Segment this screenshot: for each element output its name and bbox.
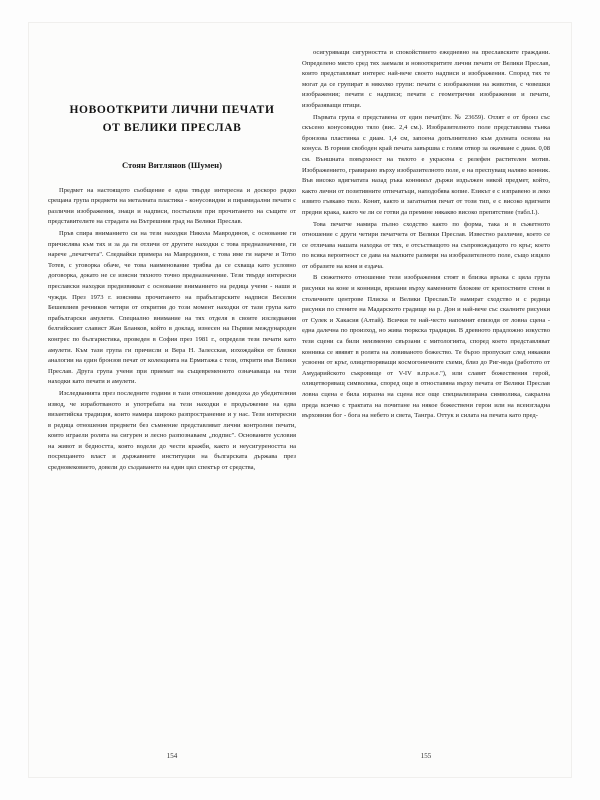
paragraph: осигуряващи сигурността и спокойствието ежедневно на преславските граждани. Определено място сред тях заемали и новооткритите лични печати от Велики Преслав, които представляват интерес най-вече своето надписи и изображения. Според тях те могат да се групират в няколко групи: печати с изображения на животни, с човешки изображения; печати с надписи; печати с геометрични изображения и печати, изобразяващи птици. <box>302 49 550 109</box>
paragraph: В сюжетното отношение тези изображения стоят в близка връзка с цяла група рисунки на коне и конници, врязани върху каменните блокове от крепостните стени в столичните центрове Плиска и Велики Преслав.Те намират сходство и с редица рисунки по стените на Мадарското градище на р. Дон и най-вече със скалните рисунки от Сулек и Хакасия (Алтай). Всички те най-често напомнят епизоди от ловна сцена - една далечна по произход, но жива тюркска традиция. В древното прадложно изкуство тези сцени са били неизменно свързани с митологията, според което представляват конника се явявят в ролята на ловиваното божество. Те бързо пропускат след някакви усвоени от кръг, олицетворяващи космогоничните схеми, близ до Риг-веда (работото от Амударийското съкровище от V-IV в.пр.н.е."), или славят божествения герой, олицетворяващ символика, според още в отноставяна върху печата от Велики Преслав ловна сцена е била изразна на сцена все още специализирана символика, сакрална преда всичко с трактата на почитане на някое божествени герои или на всеизгладна върховния бог - бога на небето и света, Тангра. Оттук и силата на печата като пред- <box>302 274 550 420</box>
author-byline: Стоян Витлянов (Шумен) <box>121 159 223 170</box>
paragraph: Пръв спира вниманието си на тези находки Никола Мавродинов, с основание ги причислява към тях и за да ги отличи от другите находки с това предназначение, ги нарече „печатчета". Следвайки примера на Мавродинов, с това име ги нарече и Тотю Тотев, с уговорка обаче, че това наименование трябва да се схваща като условно договорка, докато не се изясни тяхното точно предназначение. Тези твърде интересни преславски находки предизвикват с основание вниманието на редица учени - наши и чужди. През 1973 г. изяснява прочитането на прабългарските надписи Веселин Бешевлиев речников четири от открития до този момент находки от тази група като прабългарски амулети. Специално внимание на тях отделя в своите изследвания белгийският славист Жан Бланков, който в доклад, изнесен на Първия международен конгрес по българистика, проведен в София през 1981 г., определя тези печати като амулети. Към тази група ги причисли и Вера Н. Залесская, изхождайки от близки аналогии на един бронзов печат от колекцията на Ермитажа с тези, открити във Велики Преслав. Друга група учени при приемат на същевременното означаваща на тези находки като печати и амулети. <box>48 230 296 386</box>
left-column <box>48 22 296 778</box>
page-title <box>48 102 296 138</box>
paragraph: Предмет на настоящото съобщение е една твърде интересна и доскоро рядко срещана група предмети на металната пластика - конусовидни и пирамидални печати с различни изображения, знаци и надписи, постъпили при прочитането на същите от представителите на страдата на Вътрешния град на Велики Преслав. <box>48 186 296 226</box>
page-title-line-2: ОТ ВЕЛИКИ ПРЕСЛАВ <box>102 121 242 134</box>
paragraph: Първата група е представена от един печат(inv. № 23659). Отлят е от бронз със скъсено конусовидно тяло (вис. 2,4 см.). Изобразителното поле представлява тънка бронзова пластинка с диам. 1,4 см, запоена допълнително към долната основа на конуса. В горния свободен край печата завършва с голям отвор за окачване с диам. 0,08 см. Външната повърхност на тялото е украсена с релефен растителен мотив. Изображението, гравирано върху изобразителното поле, е на преспуващ наляво конник. Във високо вдигнатата назад ръка конникът държи издължен някой предмет, който, както лични от позитивните отпечатъци, наподобява копие. Езикът е с изправено и леко извито гъвкаво тяло. Конят, както и загатнатия печат от този тип, е с високо вдигнати предни крака, както че ли се готви да премине някакво високо препятствие (табл.I.). <box>302 113 550 216</box>
paragraph: Изследванията през последните години в тази отношение доведоха до убедителния извод, че изработваното и употребата на тези находки е продължение на едва византийска традиция, които намира широко разпространение и у нас. Тези интересни в редица отношения предмети без съмнение представляват лични контролни печати, които играели ролята на сигурен и лесно разпознаваем „подпис". Основаните условия на живот и бедността, която водели до чести кражби, както и неусигуреността на посрещането власт и държавните институции на българската държава през средновековието, довели до създаването на един цял спектър от средства, <box>48 389 296 472</box>
two-column-layout <box>28 22 572 778</box>
page-title-line-1: НОВООТКРИТИ ЛИЧНИ ПЕЧАТИ <box>69 104 275 116</box>
scanned-page-image <box>28 22 572 778</box>
paragraph: Това печатче намира пълно сходство както по форма, така и в съжетното отношение с други четири печатчета от Велики Преслав. Известно различие, което се се отличава нашата находка от тях, е отсъстващото на съпровождащото го кръг, което по всяка вероятност се дава на малките размери на изобразителното поле, също изцяло от образите на коня и ездача. <box>302 220 550 270</box>
right-column <box>302 22 550 778</box>
page-number: 154 <box>166 752 178 760</box>
page-number: 155 <box>420 752 432 760</box>
